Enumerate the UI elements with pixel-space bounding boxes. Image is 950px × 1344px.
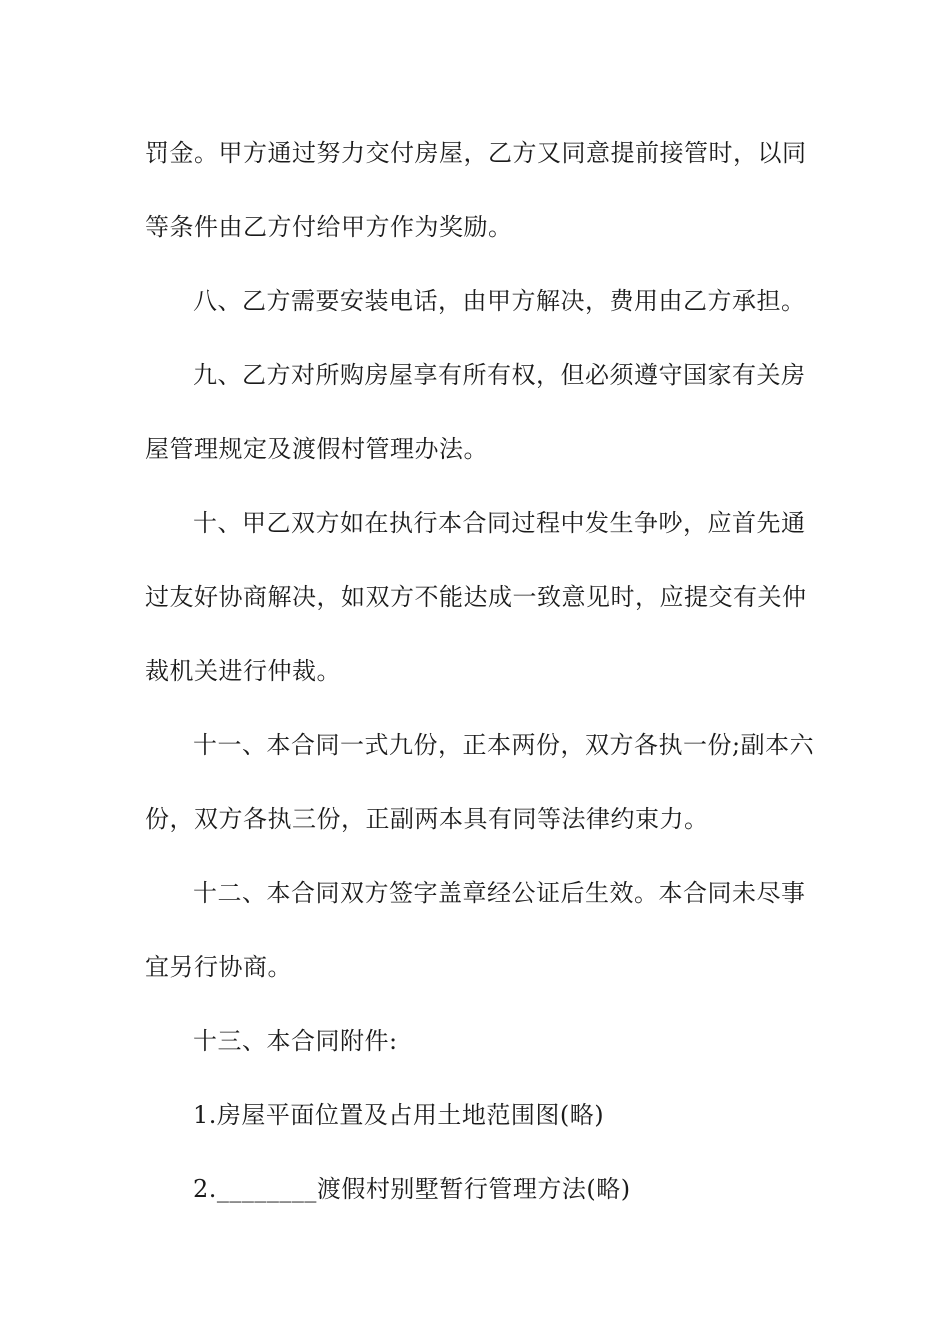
clause-13: 十三、本合同附件: [193, 1027, 398, 1055]
attachment-item-2: 2.________渡假村别墅暂行管理方法(略) [193, 1175, 631, 1203]
paragraph-line: 份，双方各执三份，正副两本具有同等法律约束力。 [145, 805, 709, 833]
paragraph-line: 罚金。甲方通过努力交付房屋，乙方又同意提前接管时，以同 [145, 139, 807, 167]
clause-8: 八、乙方需要安装电话，由甲方解决，费用由乙方承担。 [193, 287, 806, 315]
paragraph-line: 等条件由乙方付给甲方作为奖励。 [145, 213, 513, 241]
attachment-item-1: 1.房屋平面位置及占用土地范围图(略) [193, 1101, 605, 1129]
paragraph-line: 屋管理规定及渡假村管理办法。 [145, 435, 488, 463]
paragraph-line: 裁机关进行仲裁。 [145, 657, 341, 685]
paragraph-line: 宜另行协商。 [145, 953, 292, 981]
paragraph-line: 过友好协商解决，如双方不能达成一致意见时，应提交有关仲 [145, 583, 807, 611]
clause-11: 十一、本合同一式九份，正本两份，双方各执一份;副本六 [193, 731, 815, 759]
clause-10: 十、甲乙双方如在执行本合同过程中发生争吵，应首先通 [193, 509, 806, 537]
clause-9: 九、乙方对所购房屋享有所有权，但必须遵守国家有关房 [193, 361, 806, 389]
clause-12: 十二、本合同双方签字盖章经公证后生效。本合同未尽事 [193, 879, 806, 907]
